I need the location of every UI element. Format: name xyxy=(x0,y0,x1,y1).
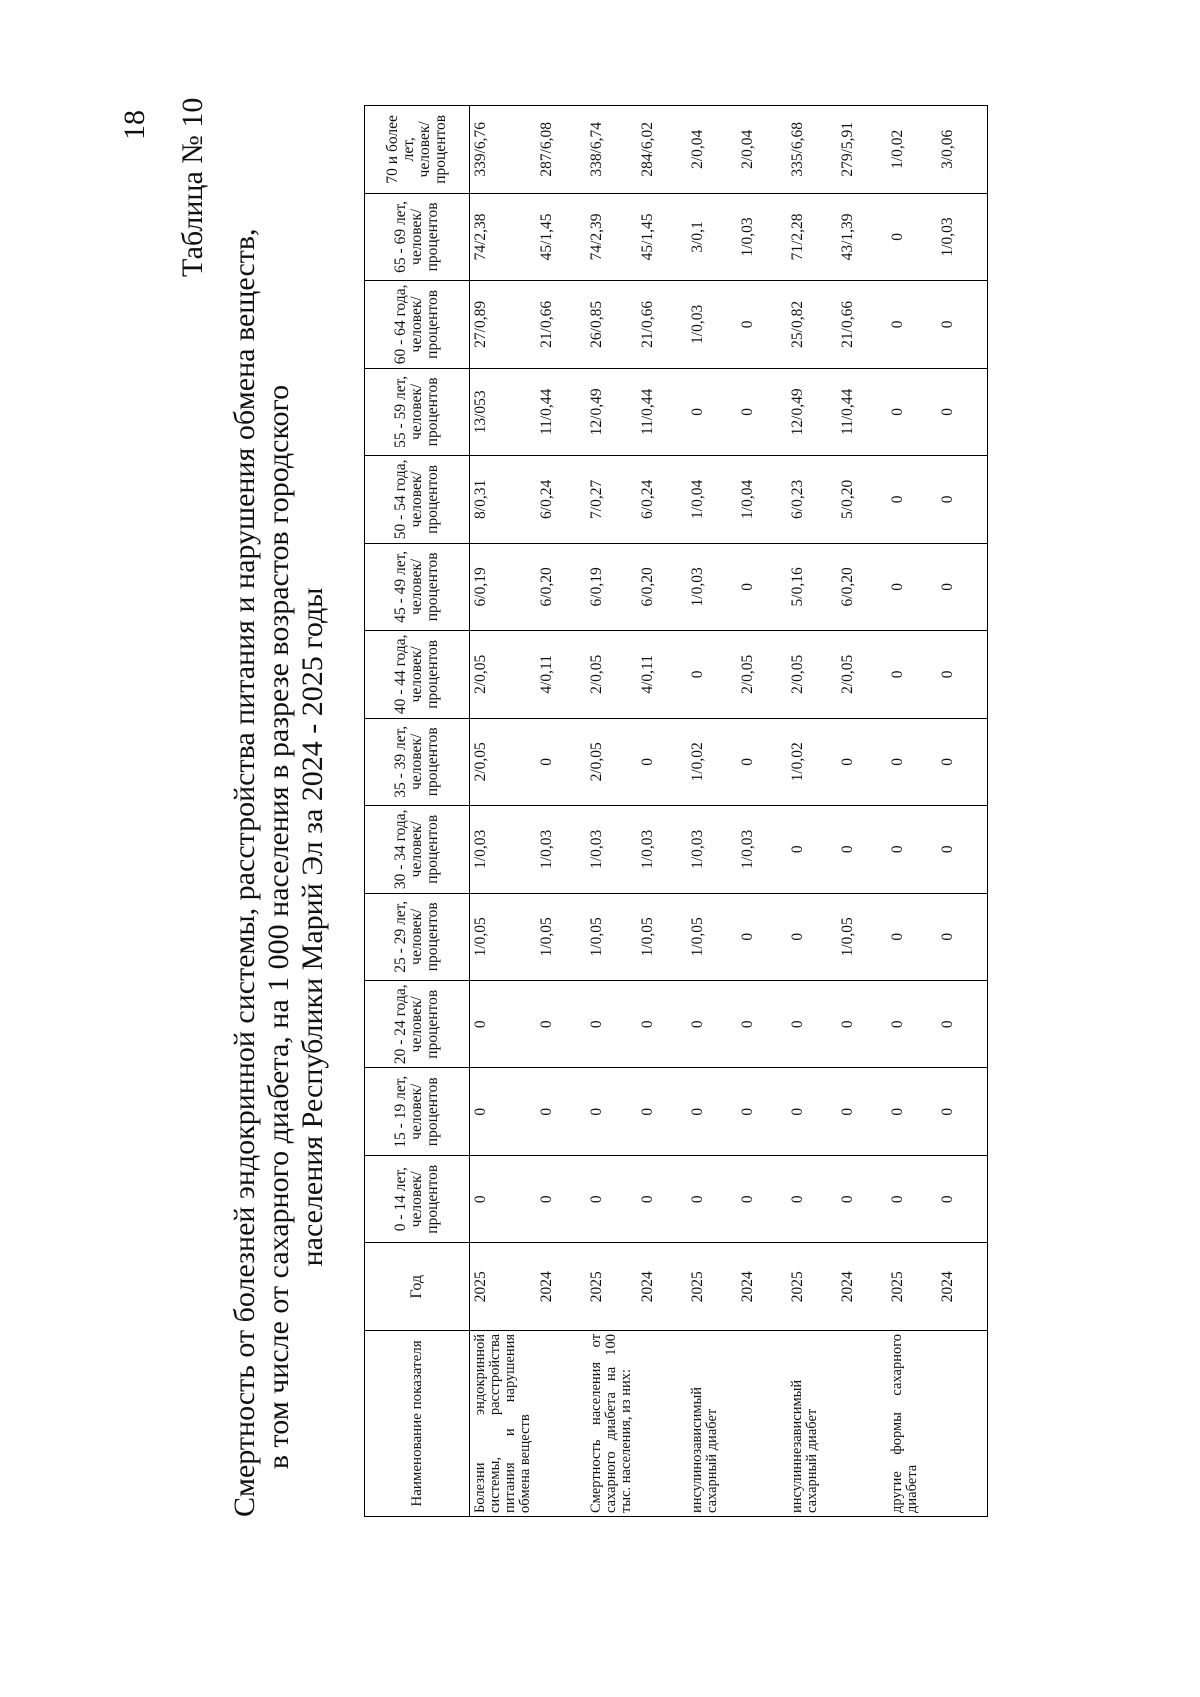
row-name xyxy=(637,1330,687,1516)
row-year: 2025 xyxy=(586,1243,637,1330)
value-cell: 1/0,02 xyxy=(887,106,937,194)
value-cell: 0 xyxy=(586,1068,637,1155)
row-year: 2024 xyxy=(937,1243,988,1330)
table-row xyxy=(637,106,687,1517)
value-cell: 0 xyxy=(536,718,586,805)
value-cell: 0 xyxy=(887,1155,937,1242)
table-row xyxy=(937,106,988,1517)
row-name: Смертность населения от сахарного диабета на 100 тыс. населения, из них: xyxy=(586,1330,637,1516)
value-cell: 3/0,06 xyxy=(937,106,988,194)
value-cell: 0 xyxy=(737,1155,787,1242)
value-cell: 0 xyxy=(586,981,637,1068)
value-cell: 1/0,03 xyxy=(637,806,687,893)
row-year: 2025 xyxy=(470,1243,537,1330)
value-cell: 0 xyxy=(837,981,887,1068)
value-cell: 4/0,11 xyxy=(536,631,586,718)
value-cell: 1/0,05 xyxy=(586,893,637,980)
value-cell: 0 xyxy=(637,981,687,1068)
row-name xyxy=(737,1330,787,1516)
value-cell: 11/0,44 xyxy=(536,368,586,455)
row-name xyxy=(837,1330,887,1516)
value-cell: 0 xyxy=(737,893,787,980)
header-year: Год xyxy=(365,1243,470,1330)
value-cell: 5/0,16 xyxy=(787,543,837,630)
value-cell: 0 xyxy=(737,368,787,455)
value-cell: 6/0,24 xyxy=(637,456,687,543)
value-cell: 0 xyxy=(837,718,887,805)
row-year: 2024 xyxy=(837,1243,887,1330)
value-cell: 0 xyxy=(937,1068,988,1155)
value-cell: 0 xyxy=(887,281,937,368)
header-name: Наименование показателя xyxy=(365,1330,470,1516)
header-age: 30 - 34 года, человек/ процентов xyxy=(365,806,470,893)
value-cell: 6/0,20 xyxy=(837,543,887,630)
value-cell: 11/0,44 xyxy=(637,368,687,455)
value-cell: 21/0,66 xyxy=(536,281,586,368)
value-cell: 0 xyxy=(737,543,787,630)
value-cell: 0 xyxy=(470,1068,537,1155)
value-cell: 1/0,03 xyxy=(737,806,787,893)
header-age: 25 - 29 лет, человек/ процентов xyxy=(365,893,470,980)
value-cell: 43/1,39 xyxy=(837,193,887,280)
value-cell: 12/0,49 xyxy=(586,368,637,455)
table-label: Таблица № 10 xyxy=(176,97,209,277)
value-cell: 0 xyxy=(837,806,887,893)
value-cell: 27/0,89 xyxy=(470,281,537,368)
value-cell: 0 xyxy=(470,981,537,1068)
value-cell: 1/0,02 xyxy=(687,718,737,805)
value-cell: 6/0,19 xyxy=(470,543,537,630)
row-year: 2025 xyxy=(887,1243,937,1330)
value-cell: 0 xyxy=(937,718,988,805)
table-body xyxy=(470,106,988,1517)
row-year: 2024 xyxy=(536,1243,586,1330)
value-cell: 6/0,19 xyxy=(586,543,637,630)
value-cell: 0 xyxy=(536,1155,586,1242)
value-cell: 1/0,05 xyxy=(536,893,586,980)
value-cell: 0 xyxy=(887,806,937,893)
value-cell: 0 xyxy=(887,631,937,718)
value-cell: 6/0,20 xyxy=(637,543,687,630)
value-cell: 0 xyxy=(470,1155,537,1242)
value-cell: 0 xyxy=(737,1068,787,1155)
value-cell: 0 xyxy=(787,981,837,1068)
header-age: 35 - 39 лет, человек/ процентов xyxy=(365,718,470,805)
value-cell: 0 xyxy=(687,631,737,718)
value-cell: 25/0,82 xyxy=(787,281,837,368)
value-cell: 0 xyxy=(787,806,837,893)
value-cell: 1/0,03 xyxy=(687,281,737,368)
value-cell: 74/2,39 xyxy=(586,193,637,280)
value-cell: 284/6,02 xyxy=(637,106,687,194)
value-cell: 1/0,03 xyxy=(687,806,737,893)
row-year: 2024 xyxy=(637,1243,687,1330)
value-cell: 0 xyxy=(637,1068,687,1155)
value-cell: 45/1,45 xyxy=(536,193,586,280)
value-cell: 287/6,08 xyxy=(536,106,586,194)
value-cell: 0 xyxy=(937,543,988,630)
value-cell: 335/6,68 xyxy=(787,106,837,194)
value-cell: 0 xyxy=(887,981,937,1068)
value-cell: 0 xyxy=(737,718,787,805)
header-age: 70 и более лет, человек/ процентов xyxy=(365,106,470,194)
value-cell: 0 xyxy=(887,543,937,630)
value-cell: 0 xyxy=(887,893,937,980)
value-cell: 1/0,03 xyxy=(470,806,537,893)
value-cell: 2/0,04 xyxy=(687,106,737,194)
value-cell: 0 xyxy=(737,981,787,1068)
value-cell: 0 xyxy=(937,456,988,543)
value-cell: 279/5,91 xyxy=(837,106,887,194)
header-age: 45 - 49 лет, человек/ процентов xyxy=(365,543,470,630)
value-cell: 1/0,05 xyxy=(837,893,887,980)
title-line: населения Республики Марий Эл за 2024 - 2025 годы xyxy=(296,587,329,1267)
title-line: Смертность от болезней эндокринной системы, расстройства питания и нарушения обмена веществ, xyxy=(228,228,261,1517)
table-row xyxy=(837,106,887,1517)
value-cell: 1/0,03 xyxy=(536,806,586,893)
value-cell: 1/0,02 xyxy=(787,718,837,805)
value-cell: 0 xyxy=(937,368,988,455)
header-age: 60 - 64 года, человек/ процентов xyxy=(365,281,470,368)
value-cell: 12/0,49 xyxy=(787,368,837,455)
mortality-table xyxy=(364,105,988,1517)
value-cell: 0 xyxy=(687,1068,737,1155)
title-line: в том числе от сахарного диабета, на 1 000 населения в разрезе возрастов городского xyxy=(262,384,295,1470)
table-title xyxy=(228,228,330,1517)
value-cell: 0 xyxy=(937,981,988,1068)
value-cell: 8/0,31 xyxy=(470,456,537,543)
value-cell: 338/6,74 xyxy=(586,106,637,194)
value-cell: 0 xyxy=(937,1155,988,1242)
value-cell: 2/0,05 xyxy=(787,631,837,718)
row-name xyxy=(937,1330,988,1516)
value-cell: 0 xyxy=(737,281,787,368)
value-cell: 339/6,76 xyxy=(470,106,537,194)
value-cell: 2/0,05 xyxy=(586,718,637,805)
row-name: инсулинозависимый сахарный диабет xyxy=(687,1330,737,1516)
value-cell: 11/0,44 xyxy=(837,368,887,455)
value-cell: 0 xyxy=(687,368,737,455)
value-cell: 4/0,11 xyxy=(637,631,687,718)
value-cell: 0 xyxy=(937,893,988,980)
value-cell: 1/0,05 xyxy=(470,893,537,980)
table-row xyxy=(737,106,787,1517)
value-cell: 0 xyxy=(687,981,737,1068)
table-row xyxy=(887,106,937,1517)
header-age: 0 - 14 лет, человек/ процентов xyxy=(365,1155,470,1242)
value-cell: 71/2,28 xyxy=(787,193,837,280)
value-cell: 2/0,04 xyxy=(737,106,787,194)
row-name xyxy=(536,1330,586,1516)
value-cell: 0 xyxy=(937,806,988,893)
value-cell: 21/0,66 xyxy=(837,281,887,368)
value-cell: 0 xyxy=(536,1068,586,1155)
value-cell: 6/0,24 xyxy=(536,456,586,543)
table-row xyxy=(586,106,637,1517)
value-cell: 2/0,05 xyxy=(470,718,537,805)
value-cell: 1/0,05 xyxy=(637,893,687,980)
value-cell: 0 xyxy=(637,1155,687,1242)
value-cell: 13/053 xyxy=(470,368,537,455)
value-cell: 2/0,05 xyxy=(470,631,537,718)
table-row xyxy=(687,106,737,1517)
value-cell: 1/0,05 xyxy=(687,893,737,980)
value-cell: 0 xyxy=(787,893,837,980)
value-cell: 0 xyxy=(586,1155,637,1242)
header-age: 55 - 59 лет, человек/ процентов xyxy=(365,368,470,455)
value-cell: 0 xyxy=(787,1155,837,1242)
value-cell: 6/0,23 xyxy=(787,456,837,543)
value-cell: 26/0,85 xyxy=(586,281,637,368)
row-year: 2024 xyxy=(737,1243,787,1330)
table-row xyxy=(536,106,586,1517)
header-age: 40 - 44 года, человек/ процентов xyxy=(365,631,470,718)
value-cell: 0 xyxy=(837,1068,887,1155)
row-name: Болезни эндокринной системы, расстройства питания и нарушения обмена веществ xyxy=(470,1330,537,1516)
value-cell: 6/0,20 xyxy=(536,543,586,630)
value-cell: 0 xyxy=(637,718,687,805)
value-cell: 1/0,04 xyxy=(737,456,787,543)
value-cell: 3/0,1 xyxy=(687,193,737,280)
value-cell: 7/0,27 xyxy=(586,456,637,543)
value-cell: 0 xyxy=(837,1155,887,1242)
header-age: 65 - 69 лет, человек/ процентов xyxy=(365,193,470,280)
row-year: 2025 xyxy=(787,1243,837,1330)
table-row xyxy=(787,106,837,1517)
header-age: 50 - 54 года, человек/ процентов xyxy=(365,456,470,543)
value-cell: 0 xyxy=(937,281,988,368)
header-age: 20 - 24 года, человек/ процентов xyxy=(365,981,470,1068)
row-year: 2025 xyxy=(687,1243,737,1330)
value-cell: 1/0,03 xyxy=(687,543,737,630)
row-name: другие формы сахарного диабета xyxy=(887,1330,937,1516)
value-cell: 0 xyxy=(787,1068,837,1155)
value-cell: 2/0,05 xyxy=(837,631,887,718)
page-number: 18 xyxy=(118,110,151,140)
value-cell: 0 xyxy=(887,368,937,455)
value-cell: 0 xyxy=(937,631,988,718)
table-row xyxy=(470,106,537,1517)
value-cell: 0 xyxy=(887,193,937,280)
value-cell: 0 xyxy=(687,1155,737,1242)
value-cell: 1/0,03 xyxy=(737,193,787,280)
value-cell: 0 xyxy=(536,981,586,1068)
value-cell: 0 xyxy=(887,456,937,543)
value-cell: 1/0,03 xyxy=(586,806,637,893)
row-name: инсулиннезависимый сахарный диабет xyxy=(787,1330,837,1516)
value-cell: 1/0,04 xyxy=(687,456,737,543)
value-cell: 0 xyxy=(887,1068,937,1155)
value-cell: 45/1,45 xyxy=(637,193,687,280)
header-row xyxy=(365,106,470,1517)
value-cell: 5/0,20 xyxy=(837,456,887,543)
value-cell: 2/0,05 xyxy=(586,631,637,718)
value-cell: 2/0,05 xyxy=(737,631,787,718)
value-cell: 21/0,66 xyxy=(637,281,687,368)
value-cell: 74/2,38 xyxy=(470,193,537,280)
value-cell: 0 xyxy=(887,718,937,805)
value-cell: 1/0,03 xyxy=(937,193,988,280)
header-age: 15 - 19 лет, человек/ процентов xyxy=(365,1068,470,1155)
